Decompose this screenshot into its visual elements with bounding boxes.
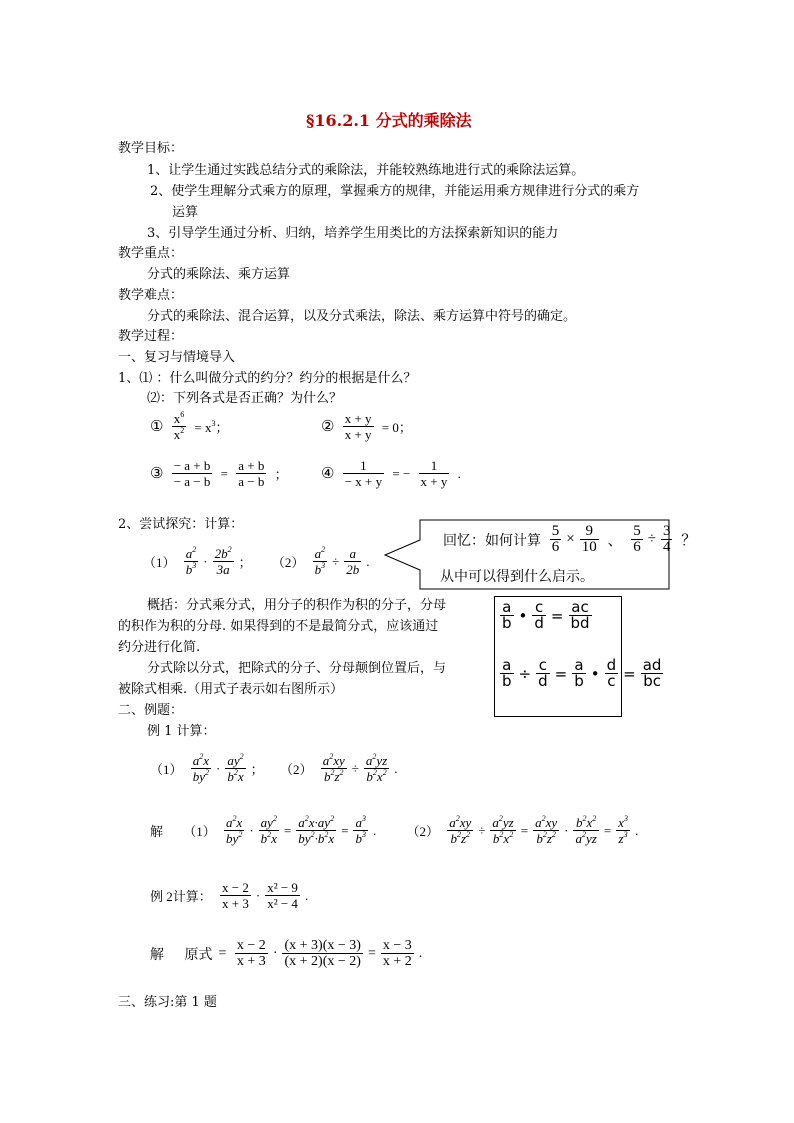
recall-callout-line2: 从中可以得到什么启示。 (440, 569, 594, 585)
section1-heading: 一、复习与情境导入 (118, 350, 236, 365)
goal-item-3: 3、引导学生通过分析、归纳，培养学生用类比的方法探索新知识的能力 (147, 226, 559, 241)
difficulty-heading: 教学难点： (118, 288, 184, 303)
goal-item-2: 2、使学生理解分式乘方的原理，掌握乘方的规律，并能运用乘方规律进行分式的乘方 (150, 184, 640, 199)
key-text: 分式的乘除法、乘方运算 (147, 267, 291, 282)
example-2-solution: 解 原式 = $\frac{x - 2}{x + 3}$ · $\frac{(x + 3)(x - 3)}{(x + 2)(x - 2)}$ = $\frac{x - 3}{x + 2}$ . (150, 938, 423, 969)
example-1-label: 例 1 计算： (147, 724, 216, 739)
trial-expressions: （1） $\frac{a^2}{b^3}$ · $\frac{2b^2}{3a}$ ； （2） $\frac{a^2}{b^3}$ ÷ $\frac{a}{2b}$ . (143, 545, 370, 577)
page-title: §16.2.1 分式的乘除法 (306, 111, 472, 130)
expression-1: ① $\frac{x^6}{x^2}$ = $x^3$； (150, 410, 229, 442)
process-heading: 教学过程： (118, 329, 184, 344)
goals-heading: 教学目标： (118, 141, 184, 156)
recall-callout-line1: 回忆：如何计算 $\frac{5}{6}$ × $\frac{9}{10}$ 、 $\frac{5}{6}$ ÷ $\frac{3}{4}$ ？ (443, 523, 697, 555)
summary-line-2: 的积作为积的分母. 如果得到的不是最简分式，应该通过 (118, 619, 439, 634)
summary-line-5: 被除式相乘.（用式子表示如右图所示） (118, 682, 344, 697)
question-2: ⑵：下列各式是否正确？为什么？ (147, 391, 343, 406)
summary-line-4: 分式除以分式，把除式的分子、分母颠倒位置后，与 (147, 661, 447, 676)
summary-line-1: 概括：分式乘分式，用分子的积作为积的分子，分母 (147, 598, 447, 613)
section2-heading: 2、尝试探究：计算： (118, 517, 244, 532)
section4-heading: 三、练习:第 1 题 (118, 995, 217, 1010)
rule-divide: $\frac{a}{b}$ ÷ $\frac{c}{d}$ = $\frac{a}{b}$ • $\frac{d}{c}$ = $\frac{ad}{bc}$ (502, 656, 662, 690)
expression-3: ③ $\frac{- a + b}{- a - b}$ = $\frac{a + b}{a - b}$ ； (150, 458, 288, 489)
section3-heading: 二、例题： (118, 703, 184, 718)
example-2: 例 2计算： $\frac{x - 2}{x + 3}$ · $\frac{\text{x² − 9}}{\text{x² − 4}}$ . (150, 880, 309, 911)
key-heading: 教学重点： (118, 246, 184, 261)
example-1-solution: 解 （1） $\frac{a^2x}{by^2}$ · $\frac{ay^2}{b^2x}$ = $\frac{a^2x\cdot ay^2}{by^2\cdot b^2x}$ = $\frac{a^3}{b^3}$ . （2） $\frac{a^2xy}{b^2z^2}$ ÷ $\frac{a^2yz}{b^2x^2}$ = $\frac{a^2xy}{b^2z^2}$ · $\frac{b^2x^2}{a^2yz}$ = $\frac{x^3}{z^3}$ . (150, 814, 639, 846)
expression-4: ④ $\frac{1}{- x + y}$ = − $\frac{1}{x + y}$ . (321, 458, 461, 489)
goal-item-2-cont: 运算 (172, 205, 199, 220)
expression-2: ② $\frac{x + y}{x + y}$ = 0； (321, 411, 412, 442)
goal-item-1: 1、让学生通过实践总结分式的乘除法，并能较熟练地进行式的乘除法运算。 (147, 163, 585, 178)
question-1: 1、⑴ ：什么叫做分式的约分？约分的根据是什么？ (118, 371, 417, 386)
rule-multiply: $\frac{a}{b}$ • $\frac{c}{d}$ = $\frac{ac}{bd}$ (502, 598, 590, 632)
difficulty-text: 分式的乘除法、混合运算，以及分式乘法，除法、乘方运算中符号的确定。 (147, 309, 577, 324)
summary-line-3: 约分进行化简. (118, 640, 201, 655)
example-1-expressions: （1） $\frac{a^2x}{by^2}$ · $\frac{ay^2}{b^2x}$ ； （2） $\frac{a^2xy}{b^2z^2}$ ÷ $\frac{a^2yz}{b^2x^2}$ . (150, 752, 398, 784)
